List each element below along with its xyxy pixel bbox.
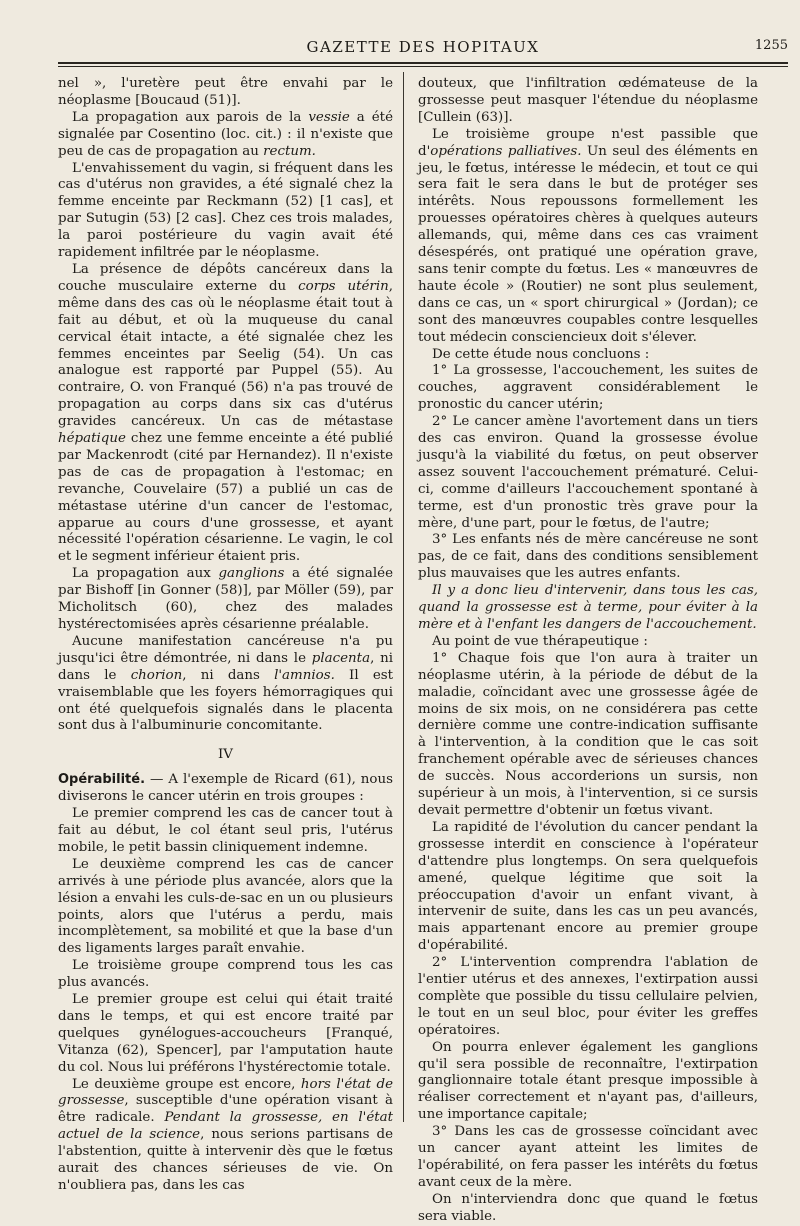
paragraph: Au point de vue thérapeutique : [432, 633, 648, 649]
paragraph: Le deuxième groupe est encore, hors l'état de grossesse, susceptible d'une opération visant à être radicale. Pendant la grossesse, en l'état actuel de la science, nous serions partisans de l'abstention, quitte à intervenir dès que le fœtus aurait des chances sérieuses de vie. On n'oubliera pas, dans les cas [58, 1076, 393, 1193]
run-in-heading: Opérabilité. [58, 772, 146, 788]
paragraph: Le premier groupe est celui qui était traité dans le temps, et qui est encore traité par quelques gynélogues-accoucheurs [Franqué, Vitanza (62), Spencer], par l'amputation haute du col. Nous lui préférons l'hystérectomie totale. [58, 992, 393, 1075]
header-rule-thick [58, 62, 788, 64]
paragraph: 3° Les enfants nés de mère cancéreuse ne sont pas, de ce fait, dans des conditions sensiblement plus mauvaises que les autres enfants. [418, 532, 758, 582]
left-column [58, 76, 393, 1195]
paragraph: La rapidité de l'évolution du cancer pendant la grossesse interdit en conscience à l'opérateur d'attendre plus longtemps. On sera quelquefois amené, quelque légitime que soit la préoccupation d'avoir un enfant vivant, à intervenir de suite, dans les cas un peu avancés, mais appartenant encore au premier groupe d'opérabilité. [418, 819, 758, 954]
paragraph: Le premier comprend les cas de cancer tout à fait au début, le col étant seul pris, l'utérus mobile, le petit bassin cliniquement indemne. [58, 806, 393, 855]
paragraph: Aucune manifestation cancéreuse n'a pu jusqu'ici être démontrée, ni dans le placenta, ni dans le chorion, ni dans l'amnios. Il est vraisemblable que les foyers hémorragiques qui ont été quelquefois signalés dans le placenta sont dus à l'albuminurie concomitante. [58, 633, 394, 734]
section-heading: IV [218, 747, 233, 763]
paragraph: Le deuxième comprend les cas de cancer arrivés à une période plus avancée, alors que la lésion a envahi les culs-de-sac en un ou plusieurs points, alors que l'utérus a perdu, mais incomplètement, sa mobilité et que la base d'un des ligaments larges paraît envahie. [58, 856, 393, 957]
paragraph: Le troisième groupe n'est passible que d'opérations palliatives. Un seul des éléments en jeu, le fœtus, intéresse le médecin, et tout ce qui sera fait le sera dans le but de protéger ses intérêts. Nous repoussons formellement les prouesses opératoires chères à quelques auteurs allemands, qui, même dans ces cas vraiment désespérés, ont pratiqué une opération grave, sans tenir compte du fœtus. Les « manœuvres de haute école » (Routier) ne sont plus seulement, dans ce cas, un « sport chirurgical » (Jordan); ce sont des manœuvres coupables contre lesquelles tout médecin consciencieux doit s'élever. [418, 126, 758, 345]
paragraph: 2° Le cancer amène l'avortement dans un tiers des cas environ. Quand la grossesse évolue jusqu'à la viabilité du fœtus, on peut observer assez souvent l'accouchement prématuré. Celui-ci, comme d'ailleurs l'accouchement spontané à terme, est d'un pronostic très grave pour la mère, d'une part, pour le fœtus, de l'autre; [418, 414, 758, 531]
page-number: 1255 [754, 38, 788, 53]
paragraph: La présence de dépôts cancéreux dans la couche musculaire externe du corps utérin, même dans des cas où le néoplasme était tout à fait au début, et où la muqueuse du canal cervical était intacte, a été signalée chez les femmes enceintes par Seelig (54). Un cas analogue est rapporté par Puppel (55). Au contraire, O. von Franqué (56) n'a pas trouvé de propagation au corps dans six cas d'utérus gravides cancéreux. Un cas de métastase hépatique chez une femme enceinte a été publié par Mackenrodt (cité par Hernandez). Il n'existe pas de cas de propagation à l'estomac; en revanche, Couvelaire (57) a publié un cas de métastase utérine d'un cancer de l'estomac, apparue au cours d'une grossesse, et ayant nécessité l'opération césarienne. Le vagin, le col et le segment inférieur étaient pris. [58, 261, 393, 565]
paragraph: On pourra enlever également les ganglions qu'il sera possible de reconnaître, l'extirpation ganglionnaire totale étant presque impossible à réaliser correctement et n'ayant pas, d'ailleurs, une importance capitale; [418, 1039, 758, 1123]
paragraph: Opérabilité. — A l'exemple de Ricard (61), nous diviserons le cancer utérin en trois groupes : [58, 772, 393, 805]
paragraph: 1° La grossesse, l'accouchement, les suites de couches, aggravent considérablement le pronostic du cancer utérin; [418, 363, 758, 413]
paragraph: douteux, que l'infiltration œdémateuse de la grossesse peut masquer l'étendue du néoplasme [Cullein (63)]. [418, 76, 758, 125]
column-divider [403, 72, 404, 1122]
page-header [58, 38, 788, 62]
paragraph: On n'interviendra donc que quand le fœtus sera viable. [418, 1191, 758, 1224]
paragraph: De cette étude nous concluons : [432, 346, 650, 362]
paragraph: La propagation aux parois de la vessie a été signalée par Cosentino (loc. cit.) : il n'existe que peu de cas de propagation au rectum. [58, 109, 393, 159]
paragraph: 2° L'intervention comprendra l'ablation de l'entier utérus et des annexes, l'extirpation aussi complète que possible du tissu cellulaire pelvien, le tout en un seul bloc, pour éviter les greffes opératoires. [418, 955, 758, 1038]
paragraph: Le troisième groupe comprend tous les cas plus avancés. [58, 958, 393, 991]
header-rule-thin [58, 66, 788, 67]
paragraph: 1° Chaque fois que l'on aura à traiter un néoplasme utérin, à la période de début de la maladie, coïncidant avec une grossesse âgée de moins de six mois, on ne considérera pas cette dernière comme une contre-indication suffisante à l'intervention, à la condition que le cas soit franchement opérable avec de sérieuses chances de succès. Nous accorderions un sursis, non supérieur à un mois, à l'intervention, si ce sursis devait permettre d'obtenir un fœtus vivant. [418, 650, 758, 818]
right-column [418, 76, 758, 1226]
paragraph: 3° Dans les cas de grossesse coïncidant avec un cancer ayant atteint les limites de l'opérabilité, on fera passer les intérêts du fœtus avant ceux de la mère. [418, 1124, 758, 1190]
conclusion-italic: Il y a donc lieu d'intervenir, dans tous les cas, quand la grossesse est à terme, pour éviter à la mère et à l'enfant les dangers de l'accouchement. [418, 583, 758, 632]
paragraph: nel », l'uretère peut être envahi par le néoplasme [Boucaud (51)]. [58, 76, 393, 108]
paragraph: La propagation aux ganglions a été signalée par Bishoff [in Gonner (58)], par Möller (59), par Micholitsch (60), chez des malades hystérectomisées après césarienne préalable. [58, 566, 393, 632]
journal-title: GAZETTE DES HOPITAUX [306, 38, 540, 56]
paragraph: L'envahissement du vagin, si fréquent dans les cas d'utérus non gravides, a été signalé chez la femme enceinte par Reckmann (52) [1 cas], et par Sutugin (53) [2 cas]. Chez ces trois malades, la paroi postérieure du vagin avait été rapidement infiltrée par le néoplasme. [58, 160, 393, 261]
